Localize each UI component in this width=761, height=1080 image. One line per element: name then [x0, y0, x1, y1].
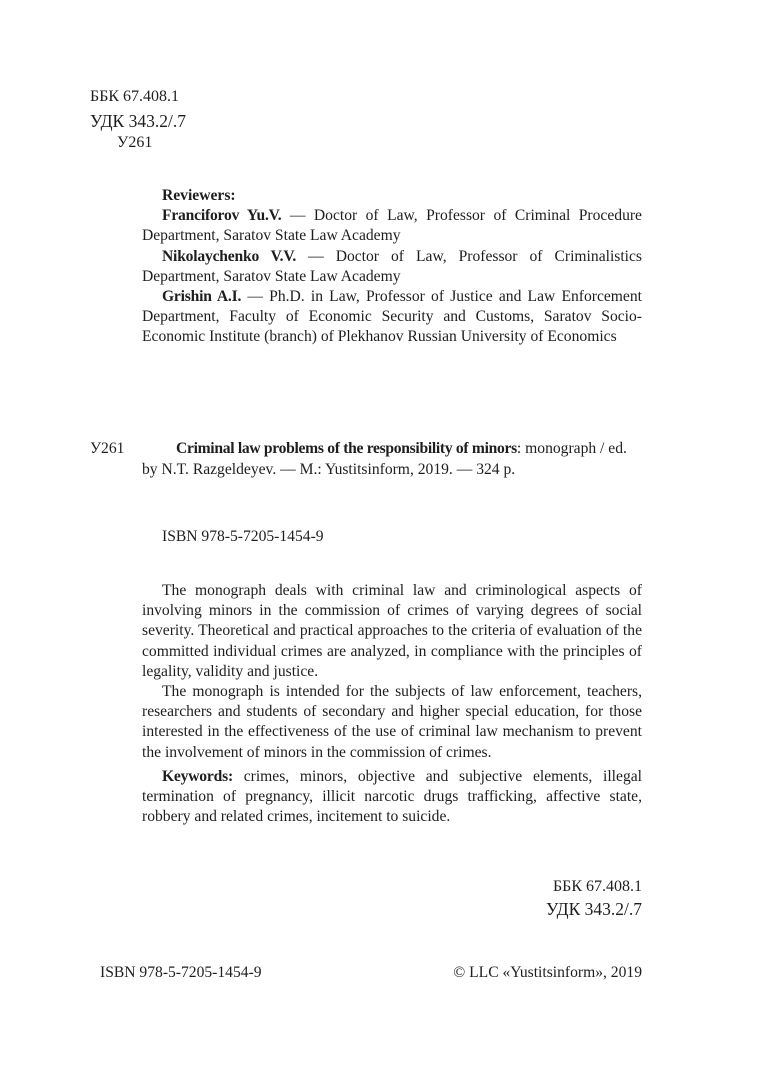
abstract-paragraph: The monograph is intended for the subjects of law enforcement, teachers, researchers and students of secondary and higher special education, for those interested in the effectiveness of the use of criminal law mechanism to prevent the involvement of minors in the commission of crimes.: [142, 683, 642, 761]
bottom-bbk-code: ББК 67.408.1: [552, 878, 642, 895]
book-title-rest: : monograph / ed.: [516, 440, 627, 457]
abstract-section: [142, 581, 642, 827]
footer-isbn: ISBN 978-5-7205-1454-9: [100, 964, 262, 981]
reviewers-heading: Reviewers:: [162, 187, 236, 204]
reviewer-description: — Ph.D. in Law, Professor of Justice and Law Enforcement Department, Faculty of Economic Security and Customs, Saratov Socio-Economic Institute (branch) of Plekhanov Russian University of Economics: [142, 288, 642, 346]
bbk-code: ББК 67.408.1: [90, 88, 180, 105]
reviewer-entry: [142, 206, 642, 246]
reviewers-section: [142, 186, 642, 348]
footer-copyright: © LLC «Yustitsinform», 2019: [453, 964, 642, 981]
reviewer-name: Nikolaychenko V.V.: [162, 247, 297, 265]
udk-code: УДК 343.2/.7: [90, 111, 186, 131]
reviewer-name: Franciforov Yu.V.: [162, 207, 282, 225]
reviewer-name: Grishin A.I.: [162, 288, 242, 306]
abstract-paragraph: The monograph deals with criminal law and criminological aspects of involving minors in the commission of crimes of varying degrees of social severity. Theoretical and practical approaches to the criteria of evaluation of the committed individual crimes are analyzed, in compliance with the principles of legality, validity and justice.: [142, 582, 642, 680]
catalog-card: [90, 439, 642, 480]
keywords-paragraph: [142, 767, 642, 828]
catalog-code: У261: [90, 440, 125, 457]
catalog-card-line1: [90, 439, 642, 460]
author-mark: У261: [117, 134, 153, 151]
reviewer-description: — Doctor of Law, Professor of Criminalistics Department, Saratov State Law Academy: [142, 247, 642, 285]
book-title: Criminal law problems of the responsibility of minors: [176, 440, 517, 457]
keywords-label: Keywords:: [162, 767, 233, 785]
reviewer-description: — Doctor of Law, Professor of Criminal Procedure Department, Saratov State Law Academy: [142, 207, 642, 245]
keywords-text: crimes, minors, objective and subjective elements, illegal termination of pregnancy, illicit narcotic drugs trafficking, affective state, robbery and related crimes, incitement to suicide.: [142, 767, 642, 826]
reviewer-entry: [142, 247, 642, 287]
reviewer-entry: [142, 287, 642, 348]
isbn-text: ISBN 978-5-7205-1454-9: [162, 528, 324, 545]
catalog-card-line2: by N.T. Razgeldeyev. — M.: Yustitsinform, 2019. — 324 p.: [142, 460, 516, 478]
bottom-udk-code: УДК 343.2/.7: [546, 899, 642, 919]
